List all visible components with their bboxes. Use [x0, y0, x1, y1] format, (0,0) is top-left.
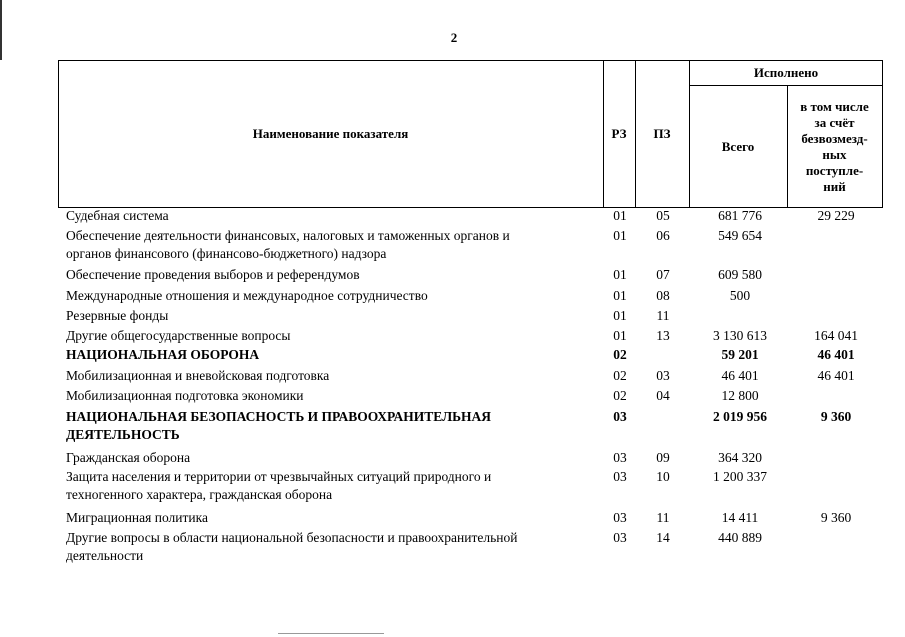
row-total: 3 130 613	[713, 328, 767, 343]
row-name-line: НАЦИОНАЛЬНАЯ БЕЗОПАСНОСТЬ И ПРАВООХРАНИТЕЛЬНАЯ	[66, 409, 492, 424]
page-number: 2	[450, 30, 458, 45]
row-name	[66, 266, 596, 284]
row-total: 549 654	[718, 228, 762, 243]
row-name	[66, 387, 596, 405]
row-name-line: Другие общегосударственные вопросы	[66, 328, 291, 343]
row-total: 1 200 337	[713, 469, 767, 484]
row-name-line: ДЕЯТЕЛЬНОСТЬ	[66, 427, 180, 442]
row-name-line: Резервные фонды	[66, 308, 169, 323]
row-rz: 01	[613, 308, 627, 323]
row-rz: 01	[613, 328, 627, 343]
header-grant-line: в том числе	[800, 98, 869, 114]
row-pz: 09	[656, 450, 670, 465]
row-name-line: Обеспечение деятельности финансовых, налоговых и таможенных органов и	[66, 228, 510, 243]
row-name	[66, 449, 596, 467]
header-grant-line: поступле-	[805, 162, 864, 178]
row-name	[66, 408, 596, 444]
row-pz: 10	[656, 469, 670, 484]
header-grant-line: ных	[822, 146, 847, 162]
header-rz: РЗ	[611, 126, 627, 141]
row-pz: 11	[656, 510, 670, 525]
row-name-line: Гражданская оборона	[66, 450, 191, 465]
row-rz: 01	[613, 208, 627, 223]
row-pz: 07	[656, 267, 670, 282]
row-name	[66, 307, 596, 325]
header-pz: ПЗ	[653, 126, 671, 141]
row-grant: 9 360	[820, 409, 852, 424]
row-total: 440 889	[718, 530, 762, 545]
row-grant: 46 401	[817, 347, 855, 362]
row-grant: 46 401	[817, 368, 855, 383]
row-name-line: Мобилизационная подготовка экономики	[66, 388, 304, 403]
row-grant: 9 360	[820, 510, 852, 525]
row-name-line: Мобилизационная и вневойсковая подготовка	[66, 368, 330, 383]
row-total: 364 320	[718, 450, 762, 465]
row-name-line: Миграционная политика	[66, 510, 208, 525]
row-rz: 01	[613, 228, 627, 243]
row-name	[66, 468, 596, 504]
row-rz: 03	[613, 450, 627, 465]
row-pz: 04	[656, 388, 670, 403]
row-name	[66, 287, 596, 305]
row-name-line: Обеспечение проведения выборов и референдумов	[66, 267, 360, 282]
header-name: Наименование показателя	[252, 126, 409, 141]
row-name	[66, 207, 596, 225]
row-total: 681 776	[718, 208, 762, 223]
row-total: 59 201	[721, 347, 759, 362]
row-total: 12 800	[721, 388, 759, 403]
row-grant: 29 229	[817, 208, 855, 223]
row-total: 14 411	[721, 510, 759, 525]
header-executed: Исполнено	[753, 64, 819, 80]
row-rz: 03	[613, 530, 627, 545]
row-pz: 08	[656, 288, 670, 303]
row-name	[66, 327, 596, 345]
row-name-line: Защита населения и территории от чрезвычайных ситуаций природного и	[66, 469, 492, 484]
row-name	[66, 529, 596, 565]
row-total: 500	[729, 288, 751, 303]
row-name	[66, 346, 596, 364]
row-name-line: деятельности	[66, 548, 144, 563]
footer-rule	[278, 633, 384, 634]
row-rz: 02	[613, 388, 627, 403]
header-grant-line: ний	[823, 178, 846, 194]
row-pz: 14	[656, 530, 670, 545]
row-name-line: НАЦИОНАЛЬНАЯ ОБОРОНА	[66, 347, 260, 362]
row-rz: 01	[613, 267, 627, 282]
row-name	[66, 227, 596, 263]
row-pz: 11	[656, 308, 670, 323]
header-grant-line: за счёт	[814, 114, 855, 130]
row-pz: 05	[656, 208, 670, 223]
row-rz: 03	[613, 469, 627, 484]
row-name-line: техногенного характера, гражданская оборона	[66, 487, 333, 502]
row-pz: 13	[656, 328, 670, 343]
row-rz: 01	[613, 288, 627, 303]
row-pz: 06	[656, 228, 670, 243]
header-total: Всего	[721, 138, 755, 154]
row-name-line: Международные отношения и международное сотрудничество	[66, 288, 428, 303]
row-total: 2 019 956	[713, 409, 767, 424]
row-name-line: Судебная система	[66, 208, 169, 223]
row-grant: 164 041	[814, 328, 858, 343]
row-name-line: органов финансового (финансово-бюджетного) надзора	[66, 246, 387, 261]
row-pz: 03	[656, 368, 670, 383]
row-rz: 03	[613, 409, 627, 424]
row-total: 609 580	[718, 267, 762, 282]
row-rz: 02	[613, 368, 627, 383]
row-rz: 03	[613, 510, 627, 525]
row-rz: 02	[613, 347, 627, 362]
row-name	[66, 367, 596, 385]
row-name	[66, 509, 596, 527]
row-name-line: Другие вопросы в области национальной безопасности и правоохранительной	[66, 530, 518, 545]
row-total: 46 401	[721, 368, 759, 383]
header-grant-line: безвозмезд-	[801, 130, 868, 146]
